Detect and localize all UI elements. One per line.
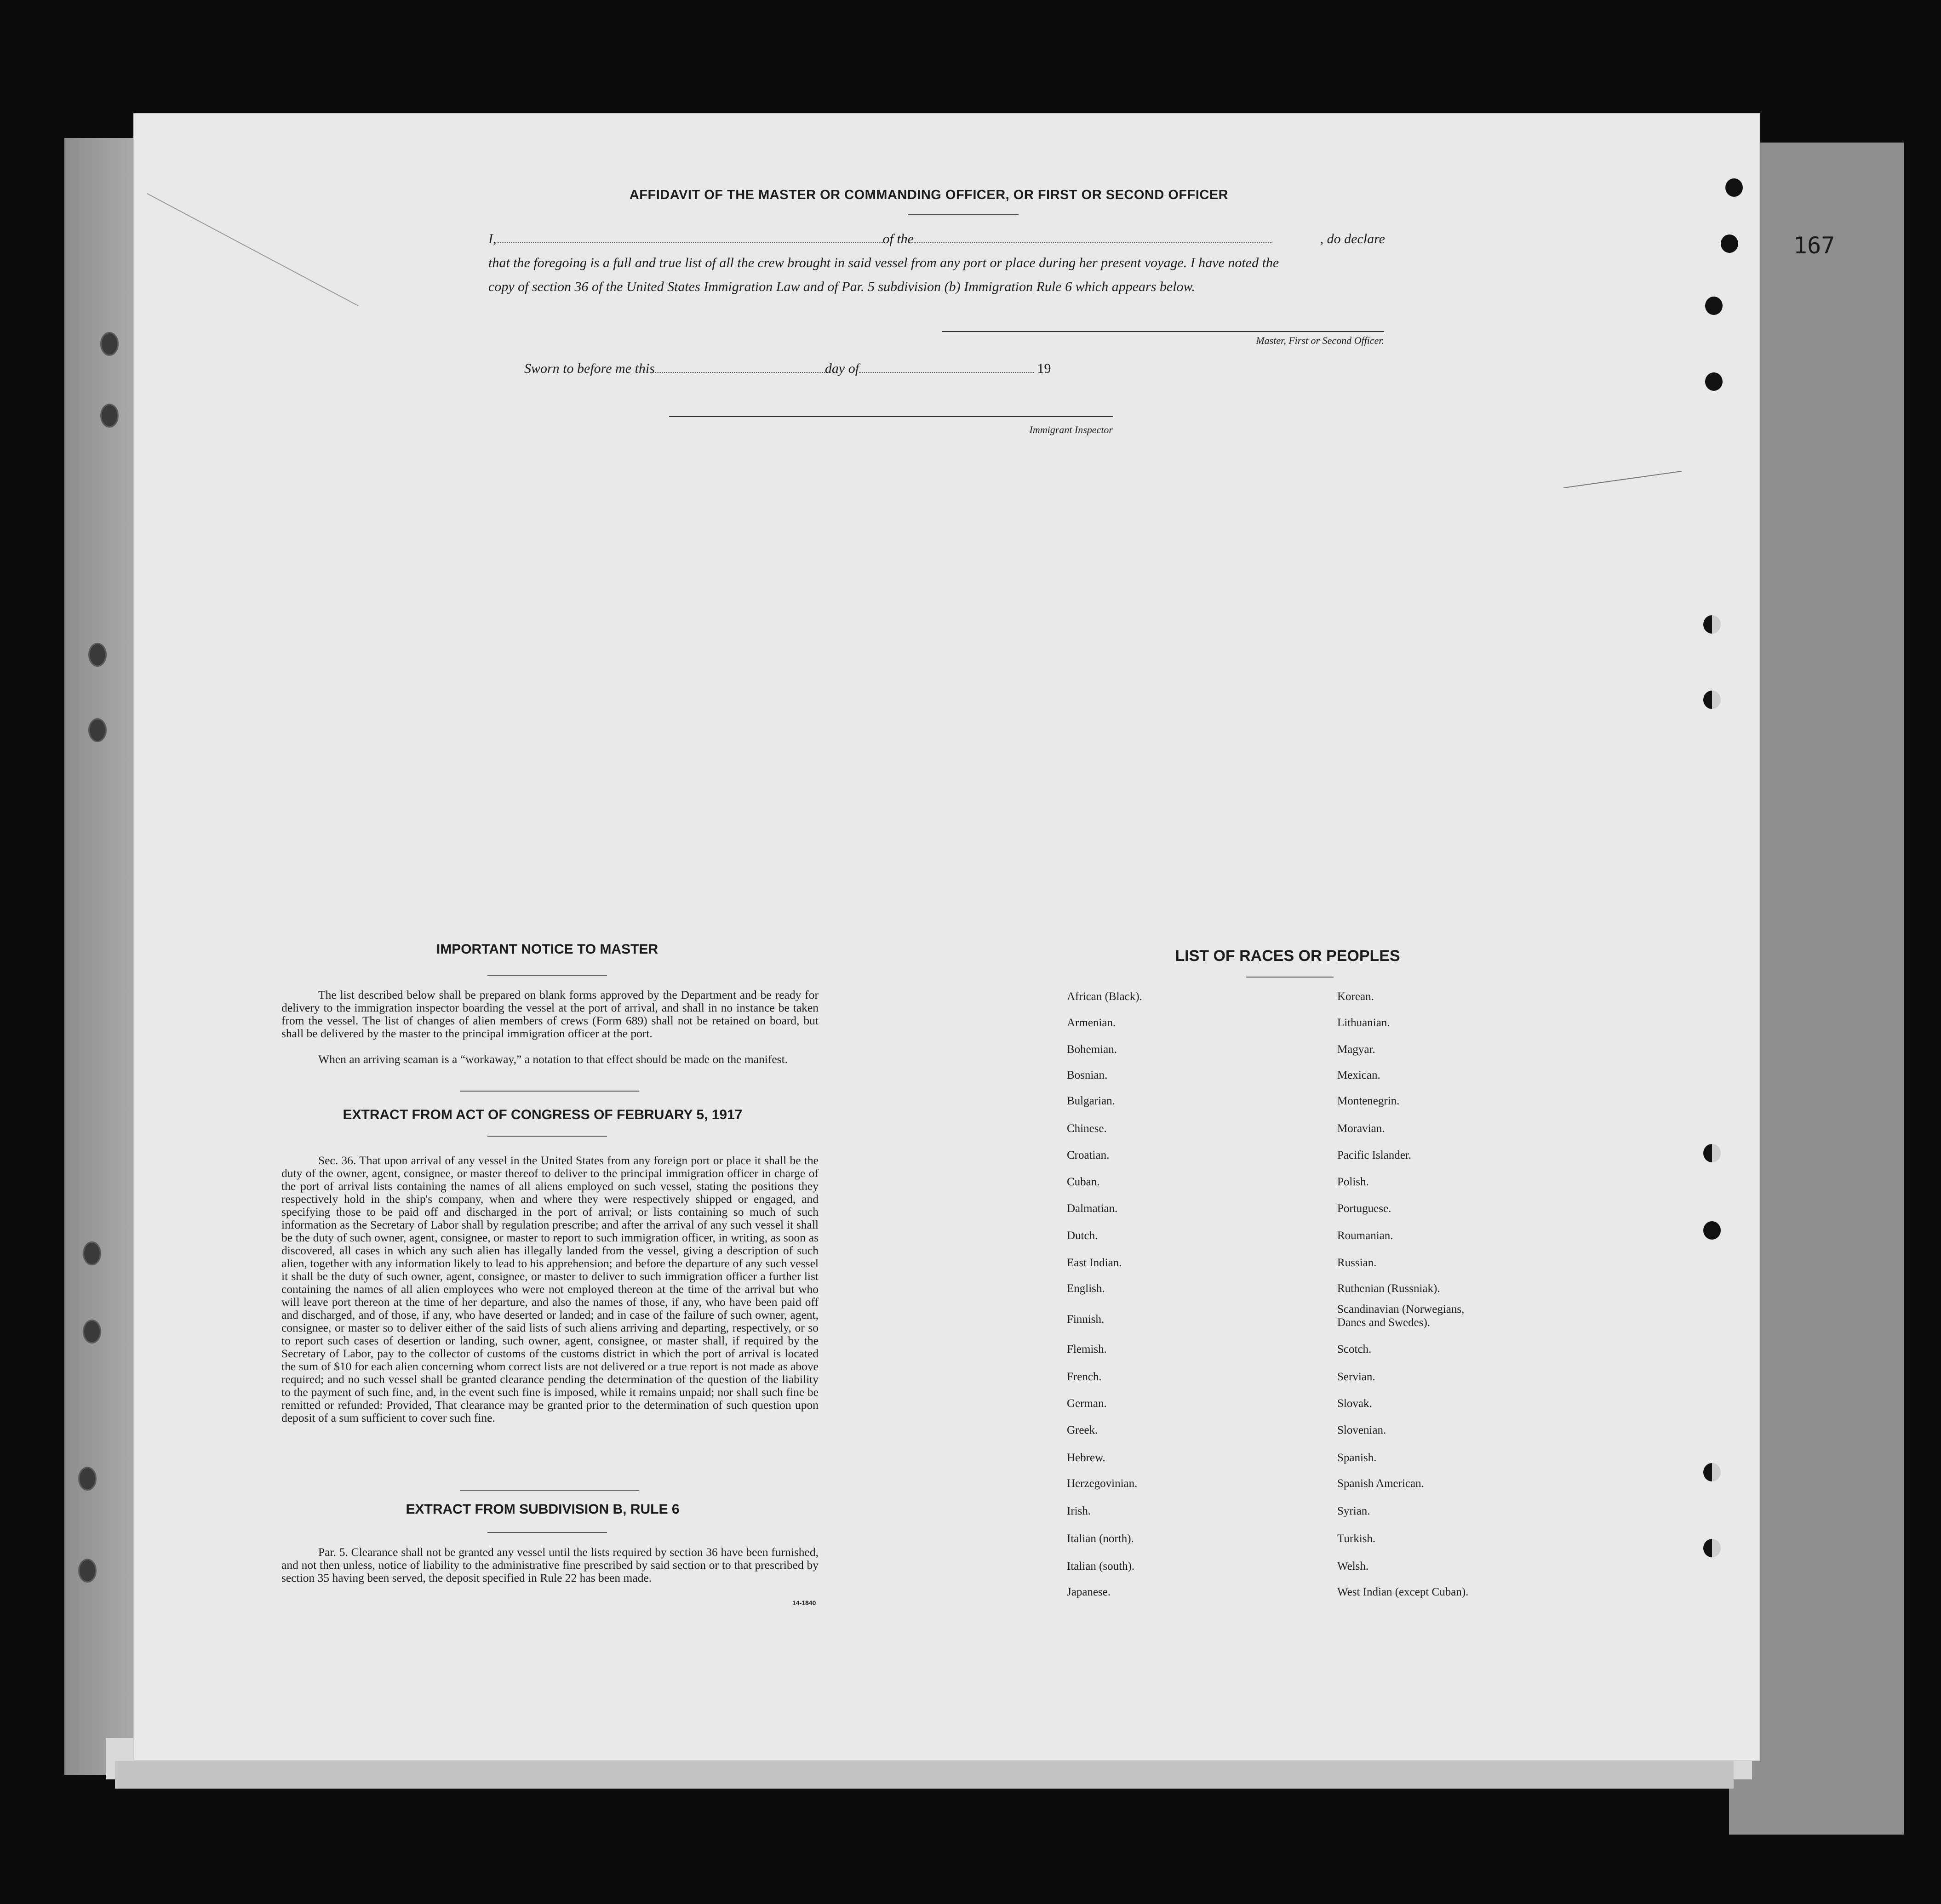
race-item-left: Dalmatian.	[1067, 1202, 1118, 1215]
inspector-caption: Immigrant Inspector	[1029, 424, 1113, 435]
binder-hole	[100, 404, 119, 428]
punch-hole	[1705, 297, 1723, 315]
race-item-right: Turkish.	[1337, 1532, 1376, 1545]
divider	[487, 975, 607, 976]
race-item-left: Hebrew.	[1067, 1452, 1105, 1464]
punch-hole	[1703, 615, 1721, 634]
sworn-text: Sworn to before me this	[524, 361, 655, 376]
notice-paragraph: When an arriving seaman is a “workaway,” a notation to that effect should be made on the manifest.	[318, 1052, 788, 1066]
race-item-left: Chinese.	[1067, 1122, 1107, 1135]
race-item-right: Scandinavian (Norwegians, Danes and Swedes).	[1337, 1303, 1465, 1329]
binder-hole	[78, 1467, 97, 1491]
race-item-left: Bulgarian.	[1067, 1095, 1115, 1107]
affidavit-i: I,	[488, 231, 497, 246]
page-number: 167	[1793, 232, 1835, 259]
race-item-right: Welsh.	[1337, 1560, 1369, 1572]
race-item-right: Lithuanian.	[1337, 1017, 1390, 1029]
race-item-right: Mexican.	[1337, 1069, 1380, 1081]
race-item-left: Armenian.	[1067, 1017, 1116, 1029]
affidavit-declaration-line	[488, 231, 1385, 247]
race-item-left: Irish.	[1067, 1505, 1091, 1517]
sworn-day-blank[interactable]	[655, 361, 825, 373]
race-item-left: Flemish.	[1067, 1343, 1107, 1355]
sworn-day-of: day of	[824, 361, 859, 376]
divider	[487, 1136, 607, 1137]
race-item-left: French.	[1067, 1371, 1102, 1383]
divider	[487, 1532, 607, 1533]
notice-title: IMPORTANT NOTICE TO MASTER	[436, 942, 658, 957]
race-item-left: Herzegovinian.	[1067, 1477, 1138, 1490]
affidavit-text-line: that the foregoing is a full and true list of all the crew brought in said vessel from any port or place during her present voyage. I have noted the	[488, 255, 1279, 270]
punch-hole	[1703, 1463, 1721, 1481]
binder-hole	[78, 1559, 97, 1583]
race-item-left: Finnish.	[1067, 1313, 1105, 1326]
rule-extract-title: EXTRACT FROM SUBDIVISION B, RULE 6	[406, 1502, 680, 1517]
master-signature-line[interactable]	[942, 331, 1384, 332]
form-number: 14-1840	[792, 1599, 816, 1607]
master-signature-caption: Master, First or Second Officer.	[1256, 335, 1384, 346]
race-item-right: Scotch.	[1337, 1343, 1372, 1355]
punch-hole	[1721, 234, 1738, 253]
act-extract-paragraph: Sec. 36. That upon arrival of any vessel in the United States from any foreign port or place it shall be the duty of the owner, agent, consignee, or master thereof to deliver to the principal immigration officer in charge of the port of arrival lists containing the names of all aliens employed on such vessel, stating the positions they respectively hold in the ship's company, when and where they were respectively shipped or engaged, and specifying those to be paid off and discharged in the port of arrival; or lists containing so much of such information as the Secretary of Labor shall by regulation prescribe; and after the arrival of any such vessel it shall be the duty of such owner, agent, consignee, or master to report to such immigration officer, in writing, as soon as discovered, all cases in which any such alien has illegally landed from the vessel, giving a description of such alien, together with any information likely to lead to his apprehension; and before the departure of any such vessel it shall be the duty of such owner, agent, consignee, or master to deliver to such immigration officer a further list containing the names of all alien employees who were not employed thereon at the time of the arrival but who will leave port thereon at the time of her departure, and also the names of those, if any, who have been paid off and discharged, and of those, if any, who have deserted or landed; and in case of the failure of such owner, agent, consignee, or master so to deliver either of the said lists of such aliens arriving and departing, respectively, or so to report such cases of desertion or landing, such owner, agent, consignee, or master shall, if required by the Secretary of Labor, pay to the collector of customs of the customs district in which the port of arrival is located the sum of $10 for each alien concerning whom correct lists are not delivered or a true report is not made as above required; and no such vessel shall be granted clearance pending the determination of the question of the liability to the payment of such fine, and, in the event such fine is imposed, while it remains unpaid; nor shall such fine be remitted or refunded: Provided, That clearance may be granted prior to the determination of such question upon deposit of a sum sufficient to cover such fine.	[281, 1154, 819, 1424]
affidavit-title: AFFIDAVIT OF THE MASTER OR COMMANDING OFFICER, OR FIRST OR SECOND OFFICER	[629, 188, 1229, 202]
rule-extract-paragraph: Par. 5. Clearance shall not be granted any vessel until the lists required by section 36 have been furnished, and not then unless, notice of liability to the administrative fine prescribed by said section or to that prescribed by section 35 having been served, the deposit specified in Rule 22 has been made.	[281, 1545, 819, 1584]
race-item-left: Croatian.	[1067, 1149, 1110, 1161]
race-item-right: Magyar.	[1337, 1043, 1375, 1056]
race-item-left: Italian (south).	[1067, 1560, 1135, 1572]
divider	[460, 1490, 639, 1491]
sworn-month-blank[interactable]	[859, 361, 1034, 373]
race-item-right: Roumanian.	[1337, 1229, 1393, 1242]
punch-hole	[1703, 1539, 1721, 1557]
affidavit-text-line: copy of section 36 of the United States Immigration Law and of Par. 5 subdivision (b) Immigration Rule 6 which appears below.	[488, 279, 1195, 294]
race-item-right: Slovak.	[1337, 1397, 1372, 1410]
race-item-right: Portuguese.	[1337, 1202, 1391, 1215]
race-item-left: Bohemian.	[1067, 1043, 1117, 1056]
binder-hole	[100, 332, 119, 356]
race-item-right: Moravian.	[1337, 1122, 1385, 1135]
punch-hole	[1703, 1144, 1721, 1162]
binder-hole	[88, 718, 107, 742]
race-item-right: Spanish.	[1337, 1452, 1377, 1464]
race-item-left: East Indian.	[1067, 1257, 1122, 1269]
sworn-line	[524, 361, 1051, 377]
binder-hole	[83, 1320, 101, 1344]
race-item-right: Spanish American.	[1337, 1477, 1424, 1490]
divider	[1246, 977, 1334, 978]
race-item-left: Bosnian.	[1067, 1069, 1108, 1081]
sworn-year: 19	[1037, 361, 1051, 376]
race-item-right: West Indian (except Cuban).	[1337, 1586, 1469, 1598]
race-item-right: Slovenian.	[1337, 1424, 1386, 1436]
race-item-left: African (Black).	[1067, 990, 1142, 1003]
race-item-left: Italian (north).	[1067, 1532, 1134, 1545]
affidavit-of-the: of the	[882, 231, 914, 246]
punch-hole	[1703, 1221, 1721, 1240]
races-title: LIST OF RACES OR PEOPLES	[1175, 947, 1400, 965]
race-item-left: Greek.	[1067, 1424, 1098, 1436]
race-item-right: Montenegrin.	[1337, 1095, 1400, 1107]
divider	[460, 1091, 639, 1092]
race-item-right: Pacific Islander.	[1337, 1149, 1412, 1161]
notice-paragraph: The list described below shall be prepared on blank forms approved by the Department and be ready for delivery to the immigration inspector boarding the vessel at the port of arrival, and shall in no instance be taken from the vessel. The list of changes of alien members of crews (Form 689) shall not be retained on board, but shall be delivered by the master to the principal immigration officer at the port.	[281, 988, 819, 1040]
race-item-left: English.	[1067, 1282, 1105, 1295]
race-item-right: Polish.	[1337, 1176, 1369, 1188]
race-item-right: Syrian.	[1337, 1505, 1370, 1517]
race-item-left: Dutch.	[1067, 1229, 1098, 1242]
race-item-right: Russian.	[1337, 1257, 1377, 1269]
binder-hole	[88, 643, 107, 667]
affidavit-do-declare: , do declare	[1320, 231, 1385, 246]
binder-hole	[83, 1241, 101, 1265]
name-blank[interactable]	[497, 231, 883, 243]
race-item-right: Servian.	[1337, 1371, 1375, 1383]
race-item-left: Japanese.	[1067, 1586, 1111, 1598]
divider	[908, 214, 1019, 215]
race-item-left: German.	[1067, 1397, 1107, 1410]
race-item-right: Korean.	[1337, 990, 1374, 1003]
race-item-right: Ruthenian (Russniak).	[1337, 1282, 1440, 1295]
vessel-blank[interactable]	[914, 231, 1272, 243]
punch-hole	[1725, 178, 1743, 197]
inspector-signature-line[interactable]	[669, 416, 1113, 417]
sheet-stack-edge	[115, 1761, 1734, 1789]
act-extract-title: EXTRACT FROM ACT OF CONGRESS OF FEBRUARY 5, 1917	[343, 1107, 743, 1122]
race-item-left: Cuban.	[1067, 1176, 1100, 1188]
punch-hole	[1705, 372, 1723, 391]
punch-hole	[1703, 691, 1721, 709]
